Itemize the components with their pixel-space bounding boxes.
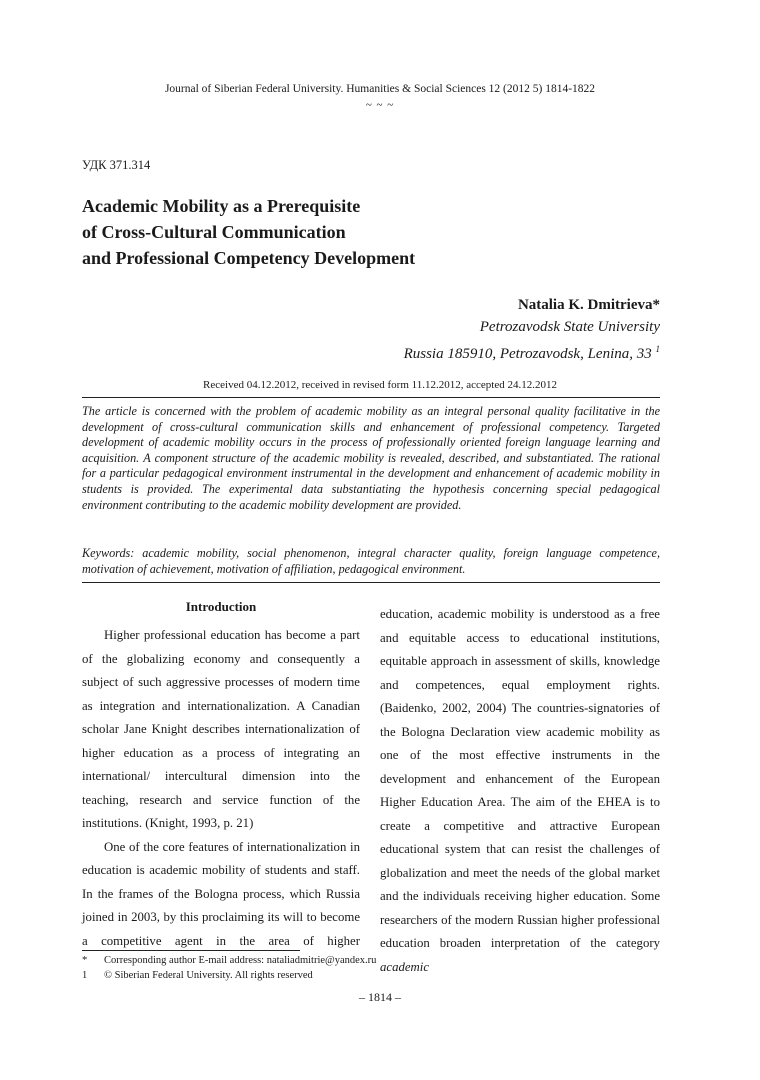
journal-header: Journal of Siberian Federal University. Humanities & Social Sciences 12 (2012 5) 1814-1822 — [164, 83, 596, 95]
footnote-mark: * — [82, 955, 88, 966]
footnote-mark: 1 — [82, 970, 88, 981]
footnote-text: Corresponding author E-mail address: nataliadmitrie@yandex.ru — [104, 955, 377, 966]
abstract-bottom-rule — [82, 582, 660, 583]
paragraph-italic-term: academic — [380, 959, 430, 974]
author-address: Russia 185910, Petrozavodsk, Lenina, 33 — [403, 346, 652, 362]
title-line-2: of Cross-Cultural Communication — [82, 222, 346, 242]
author-name: Natalia K. Dmitrieva* — [517, 297, 660, 313]
title-line-1: Academic Mobility as a Prerequisite — [82, 196, 361, 216]
footnote-item — [82, 953, 376, 968]
author-address-line — [404, 338, 660, 365]
page-number: – 1814 – — [359, 990, 401, 1004]
paragraph-text: education, academic mobility is understood as a free and equitable access to educational institutions, equitable approach in assessment of skills, knowledge and competences, equal employment rights. (Baidenko, 2002, 2004) The countries-signatories of the Bologna Declaration view academic mobility as one of the most effective instruments in the development and enhancement of the European Higher Education Area. The aim of the EHEA is to create a competitive and attractive European educational system that can resist the challenges of globalization and meet the needs of the global market and the individuals receiving higher education. Some researchers of the modern Russian higher professional education broaden interpretation of the category — [380, 607, 660, 950]
paragraph: Higher professional education has become a part of the globalizing economy and consequently a subject of such aggressive processes of modern time as integration and internationalization. A Canadian scholar Jane Knight describes internationalization of higher education as a process of integrating an international/ intercultural dimension into the teaching, research and service function of the institutions. (Knight, 1993, p. 21) — [82, 628, 360, 830]
paragraph: One of the core features of internationalization in education is academic mobility of students and staff. In the frames of the Bologna process, which Russia joined in 2003, by this proclaiming its will to become a competitive agent in the area of higher — [82, 839, 360, 948]
title-line-3: and Professional Competency Development — [82, 248, 416, 268]
footnote-item — [82, 968, 376, 983]
abstract-top-rule — [82, 397, 660, 398]
footnote-text: © Siberian Federal University. All rights reserved — [104, 970, 313, 981]
author-block — [404, 294, 660, 365]
article-title — [82, 193, 642, 271]
footnotes — [82, 953, 376, 983]
footnote-rule — [82, 950, 300, 951]
address-footnote-mark: 1 — [655, 344, 660, 354]
section-heading-introduction: Introduction — [185, 599, 257, 614]
received-dates: Received 04.12.2012, received in revised form 11.12.2012, accepted 24.12.2012 — [203, 379, 557, 391]
author-affiliation: Petrozavodsk State University — [479, 319, 660, 335]
abstract: The article is concerned with the problem of academic mobility as an integral personal quality facilitative in the development of cross-cultural communication skills and enhancement of professional competency. Targeted development of academic mobility occurs in the process of professionally oriented foreign language learning and acquisition. A component structure of the academic mobility is revealed, described, and substantiated. The rational for a particular pedagogical environment instrumental in the development and enhancement of academic mobility in students is provided. The experimental data substantiating the hypothesis concerning special pedagogical environment contributing to the academic mobility development are provided. — [82, 404, 660, 512]
keywords: Keywords: academic mobility, social phenomenon, integral character quality, foreign language competence, motivation of achievement, motivation of affiliation, pedagogical environment. — [82, 546, 660, 576]
paragraph — [380, 603, 660, 979]
header-separator: ~ ~ ~ — [365, 99, 395, 111]
body-column-left — [82, 597, 360, 953]
body-column-right — [380, 603, 660, 979]
udk-code: УДК 371.314 — [82, 158, 151, 172]
